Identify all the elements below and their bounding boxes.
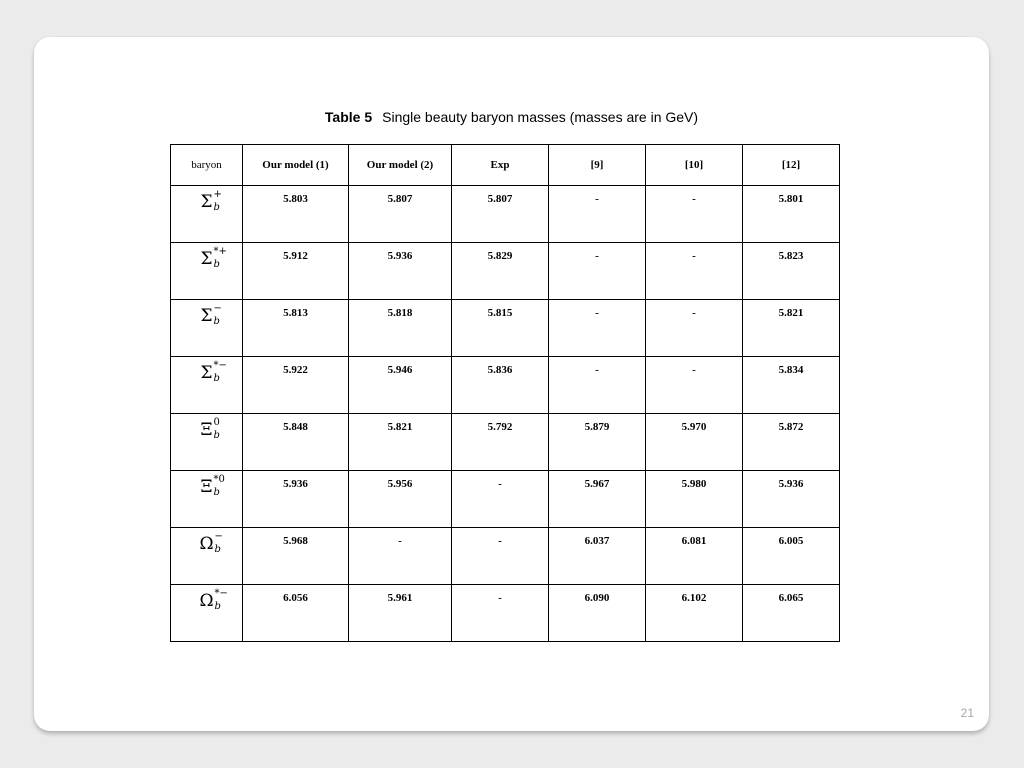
baryon-symbol xyxy=(200,303,222,327)
baryon-symbol-superscript: − xyxy=(213,303,222,314)
table-cell: - xyxy=(549,357,646,414)
baryon-symbol xyxy=(200,417,220,441)
baryon-symbol-superscript: *− xyxy=(214,588,228,599)
table-body xyxy=(171,186,840,642)
table-cell: - xyxy=(646,243,743,300)
table-cell: 5.848 xyxy=(243,414,349,471)
table-row xyxy=(171,471,840,528)
baryon-mass-table xyxy=(170,144,840,642)
column-header-ref-9: [9] xyxy=(549,145,646,186)
table-cell: 5.936 xyxy=(349,243,452,300)
baryon-symbol-superscript: *+ xyxy=(213,246,227,257)
table-cell: 5.970 xyxy=(646,414,743,471)
table-header-row xyxy=(171,145,840,186)
baryon-symbol-cell xyxy=(171,414,243,471)
table-cell: 5.792 xyxy=(452,414,549,471)
table-cell: - xyxy=(349,528,452,585)
baryon-symbol-cell xyxy=(171,585,243,642)
baryon-symbol-cell xyxy=(171,528,243,585)
table-cell: 5.807 xyxy=(349,186,452,243)
baryon-symbol-letter: Ξ xyxy=(200,477,213,497)
baryon-symbol xyxy=(199,588,228,612)
table-row xyxy=(171,300,840,357)
table-row xyxy=(171,528,840,585)
table-cell: 5.834 xyxy=(743,357,840,414)
baryon-symbol-letter: Σ xyxy=(200,363,213,383)
baryon-symbol-subscript: b xyxy=(213,430,220,441)
table-cell: 5.967 xyxy=(549,471,646,528)
baryon-symbol-letter: Ω xyxy=(199,534,214,554)
table-cell: 5.956 xyxy=(349,471,452,528)
column-header-exp: Exp xyxy=(452,145,549,186)
table-caption-text: Single beauty baryon masses (masses are in GeV) xyxy=(382,109,699,125)
table-cell: - xyxy=(549,186,646,243)
baryon-symbol xyxy=(200,360,227,384)
table-caption-label: Table 5 xyxy=(324,109,373,125)
table-cell: 5.961 xyxy=(349,585,452,642)
table-cell: - xyxy=(549,300,646,357)
table-row xyxy=(171,414,840,471)
table-cell: 5.980 xyxy=(646,471,743,528)
baryon-symbol-superscript: *− xyxy=(213,360,227,371)
table-caption xyxy=(34,109,989,125)
table-cell: 5.968 xyxy=(243,528,349,585)
baryon-symbol-cell xyxy=(171,186,243,243)
table-row xyxy=(171,186,840,243)
table-cell: 5.801 xyxy=(743,186,840,243)
baryon-symbol-cell xyxy=(171,300,243,357)
table-cell: 5.803 xyxy=(243,186,349,243)
baryon-symbol-subscript: b xyxy=(214,544,221,555)
baryon-symbol-subscript: b xyxy=(213,202,220,213)
slide xyxy=(34,37,989,731)
table-cell: - xyxy=(646,186,743,243)
table-cell: - xyxy=(452,471,549,528)
table-cell: 5.807 xyxy=(452,186,549,243)
table-cell: 5.813 xyxy=(243,300,349,357)
table-cell: 5.836 xyxy=(452,357,549,414)
page-number: 21 xyxy=(960,706,974,720)
table-cell: 5.818 xyxy=(349,300,452,357)
column-header-ref-10: [10] xyxy=(646,145,743,186)
column-header-our-model-2: Our model (2) xyxy=(349,145,452,186)
table-cell: 6.005 xyxy=(743,528,840,585)
column-header-our-model-1: Our model (1) xyxy=(243,145,349,186)
table-cell: 5.821 xyxy=(349,414,452,471)
baryon-symbol-letter: Ω xyxy=(199,591,214,611)
baryon-symbol-letter: Σ xyxy=(200,192,213,212)
table-cell: 6.065 xyxy=(743,585,840,642)
table-cell: 5.946 xyxy=(349,357,452,414)
baryon-symbol-subscript: b xyxy=(213,316,220,327)
baryon-symbol-cell xyxy=(171,357,243,414)
table-cell: - xyxy=(452,585,549,642)
table-row xyxy=(171,585,840,642)
table-cell: 5.815 xyxy=(452,300,549,357)
table-row xyxy=(171,357,840,414)
table-cell: 5.823 xyxy=(743,243,840,300)
baryon-symbol-subscript: b xyxy=(214,601,221,612)
baryon-symbol-letter: Σ xyxy=(200,306,213,326)
baryon-symbol-letter: Ξ xyxy=(200,420,213,440)
baryon-symbol xyxy=(199,531,223,555)
table-cell: - xyxy=(549,243,646,300)
table-cell: 6.102 xyxy=(646,585,743,642)
table-row xyxy=(171,243,840,300)
table-cell: - xyxy=(646,300,743,357)
baryon-symbol-superscript: − xyxy=(214,531,223,542)
table-cell: 6.056 xyxy=(243,585,349,642)
baryon-symbol-subscript: b xyxy=(213,373,220,384)
table-cell: 6.037 xyxy=(549,528,646,585)
baryon-symbol xyxy=(200,474,225,498)
baryon-symbol-superscript: + xyxy=(213,189,222,200)
table-cell: 5.936 xyxy=(743,471,840,528)
column-header-baryon: baryon xyxy=(171,145,243,186)
table-cell: 5.821 xyxy=(743,300,840,357)
baryon-symbol-subscript: b xyxy=(213,487,220,498)
baryon-symbol-superscript: 0 xyxy=(213,417,220,428)
table-cell: 5.912 xyxy=(243,243,349,300)
baryon-symbol xyxy=(200,189,222,213)
table-cell: 5.936 xyxy=(243,471,349,528)
table-cell: 6.081 xyxy=(646,528,743,585)
table-cell: 5.922 xyxy=(243,357,349,414)
table-cell: - xyxy=(646,357,743,414)
column-header-ref-12: [12] xyxy=(743,145,840,186)
table-cell: 5.872 xyxy=(743,414,840,471)
table-cell: 5.879 xyxy=(549,414,646,471)
baryon-symbol-cell xyxy=(171,243,243,300)
table-cell: 6.090 xyxy=(549,585,646,642)
table-cell: 5.829 xyxy=(452,243,549,300)
table-cell: - xyxy=(452,528,549,585)
baryon-symbol xyxy=(200,246,227,270)
baryon-symbol-letter: Σ xyxy=(200,249,213,269)
baryon-symbol-superscript: *0 xyxy=(213,474,225,485)
baryon-symbol-cell xyxy=(171,471,243,528)
baryon-symbol-subscript: b xyxy=(213,259,220,270)
